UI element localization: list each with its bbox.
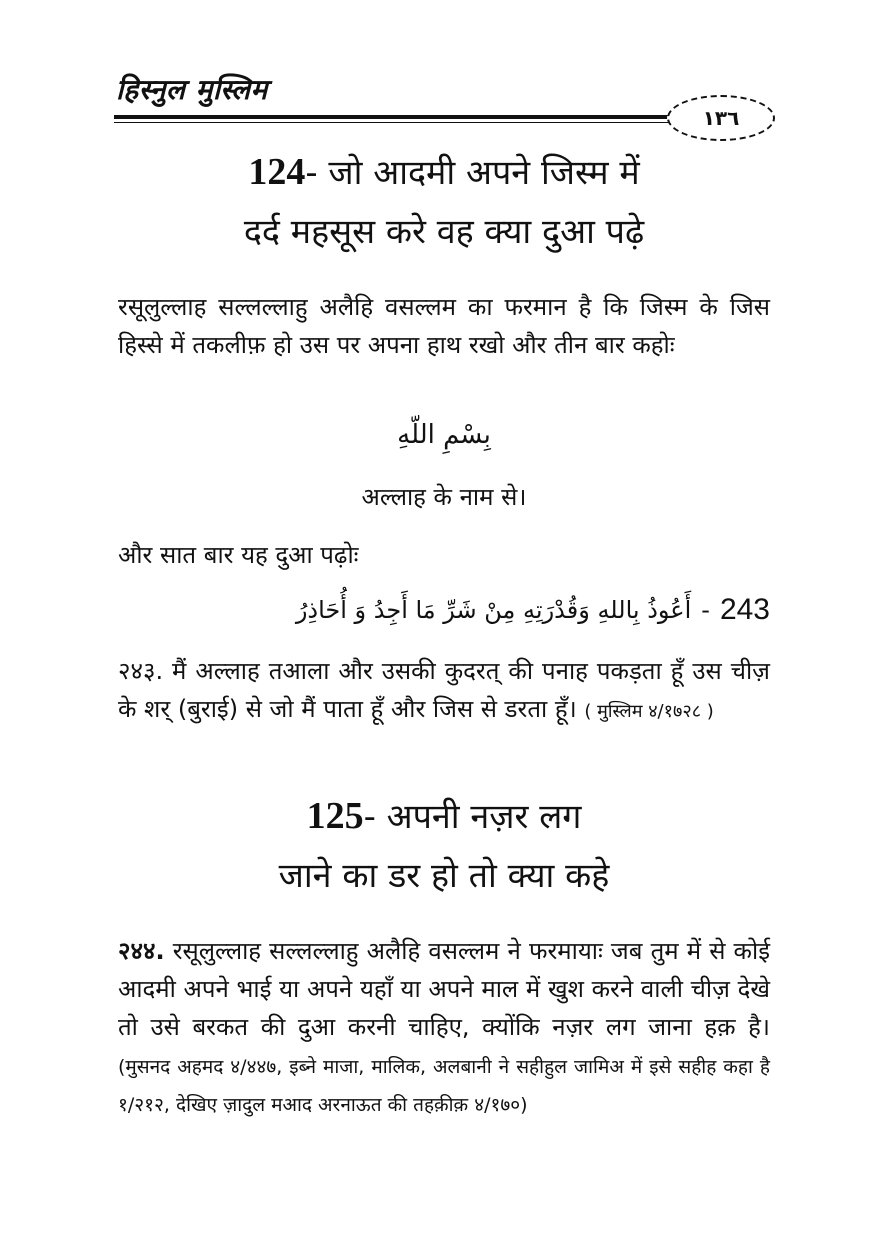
section-124-heading (100, 152, 788, 193)
seven-times-instruction: और सात बार यह दुआ पढ़ोः (118, 541, 359, 569)
dua-243-translation-block (118, 652, 770, 731)
section-124-title-line2: दर्द महसूस करे वह क्या दुआ पढ़े (243, 212, 645, 252)
arabic-bismillah: بِسْمِ اللّهِ (397, 420, 491, 450)
dua-243-translation: २४३. मैं अल्लाह तआला और उसकी कुदरत् की पनाह पकड़ता हूँ उस चीज़ के शर् (बुराई) से जो मैं पाता हूँ और जिस से डरता हूँ। (118, 657, 770, 723)
section-125-title-line2: जाने का डर हो तो क्या कहे (278, 856, 610, 896)
page-number-badge: ١٣٦ (667, 95, 775, 141)
section-124-intro: रसूलुल्लाह सल्लल्लाहु अलैहि वसल्लम का फरमान है कि जिस्म के जिस हिस्से में तकलीफ़ हो उस पर अपना हाथ रखो और तीन बार कहोः (118, 293, 770, 359)
book-title: हिस्नुल मुस्लिम (116, 73, 268, 106)
dua-243-arabic: أَعُوذُ بِاللهِ وَقُدْرَتِهِ مِنْ شَرِّ مَا أَجِدُ وَ أُحَاذِرُ (295, 596, 692, 624)
header-rule (114, 115, 674, 119)
section-124-title-line1: - जो आदमी अपने जिस्म में (305, 153, 640, 193)
hadith-244-reference: (मुसनद अहमद ४/४४७, इब्ने माजा, मालिक, अलबानी ने सहीहुल जामिअ में इसे सहीह कहा है १/२१२, देखिए ज़ादुल मआद अरनाऊत की तहक़ीक़ ४/१७०) (118, 1056, 770, 1116)
hadith-244-block (118, 932, 770, 1122)
dua-243-number: 243 (719, 593, 770, 626)
dua-243-row: أَعُوذُ بِاللهِ وَقُدْرَتِهِ مِنْ شَرِّ مَا أَجِدُ وَ أُحَاذِرُ - 243 (295, 593, 770, 626)
section-125-title-line1: - अपनी नज़र लग (363, 797, 582, 837)
header-rule-thin (114, 122, 674, 123)
section-125-number: 125 (306, 795, 364, 837)
hadith-244-text: रसूलुल्लाह सल्लल्लाहु अलैहि वसल्लम ने फरमायाः जब तुम में से कोई आदमी अपने भाई या अपने यहाँ या अपने माल में खुश करने वाली चीज़ देखे तो उसे बरकत की दुआ करनी चाहिए, क्योंकि नज़र लग जाना हक़ है। (118, 937, 770, 1041)
hadith-244-number: २४४. (118, 937, 165, 965)
bismillah-translation: अल्लाह के नाम से। (361, 483, 527, 511)
section-124-number: 124 (248, 151, 306, 193)
section-125-heading (100, 796, 788, 837)
dua-243-reference: ( मुस्लिम ४/१७२८ ) (584, 701, 714, 722)
